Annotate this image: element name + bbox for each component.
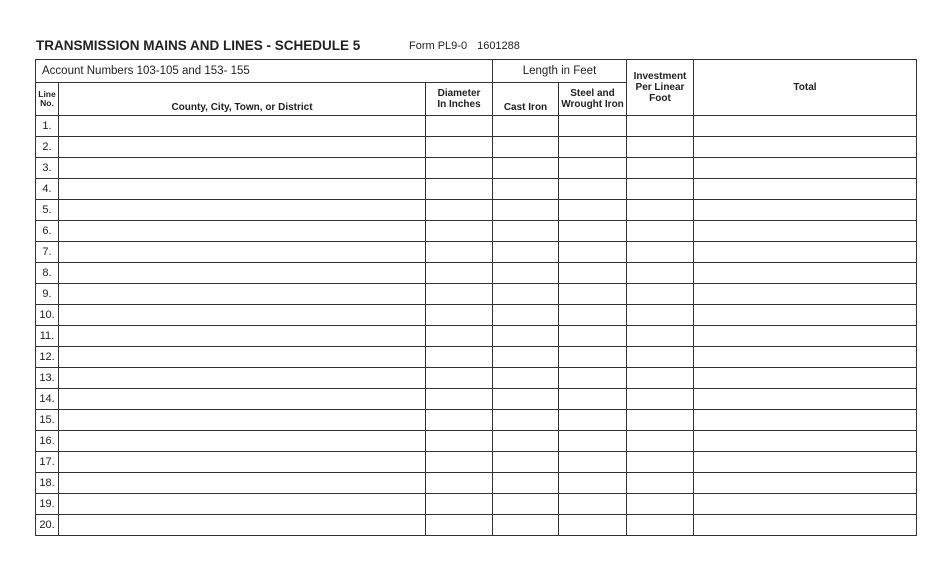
county-cell[interactable] — [59, 221, 426, 242]
diameter-cell[interactable] — [426, 221, 493, 242]
line-no-header: Line No. — [36, 83, 59, 116]
table-row — [36, 221, 917, 242]
diameter-cell[interactable] — [426, 389, 493, 410]
county-cell[interactable] — [59, 284, 426, 305]
cast-iron-cell[interactable] — [493, 284, 559, 305]
county-cell[interactable] — [59, 368, 426, 389]
table-row — [36, 494, 917, 515]
table-row — [36, 431, 917, 452]
steel-cell[interactable] — [559, 494, 627, 515]
total-cell[interactable] — [694, 494, 917, 515]
line-number: 10. — [36, 305, 59, 326]
total-header: Total — [694, 60, 917, 116]
steel-cell[interactable] — [559, 347, 627, 368]
cast-iron-cell[interactable] — [493, 305, 559, 326]
investment-cell[interactable] — [627, 284, 694, 305]
table-row — [36, 158, 917, 179]
line-number: 1. — [36, 116, 59, 137]
total-cell[interactable] — [694, 347, 917, 368]
county-cell[interactable] — [59, 242, 426, 263]
table-row — [36, 284, 917, 305]
line-number: 9. — [36, 284, 59, 305]
cast-iron-cell[interactable] — [493, 389, 559, 410]
total-cell[interactable] — [694, 410, 917, 431]
cast-iron-cell[interactable] — [493, 410, 559, 431]
line-number: 19. — [36, 494, 59, 515]
cast-iron-cell[interactable] — [493, 116, 559, 137]
line-number: 12. — [36, 347, 59, 368]
investment-cell[interactable] — [627, 347, 694, 368]
total-cell[interactable] — [694, 116, 917, 137]
line-number: 18. — [36, 473, 59, 494]
steel-cell[interactable] — [559, 305, 627, 326]
investment-cell[interactable] — [627, 368, 694, 389]
total-cell[interactable] — [694, 389, 917, 410]
county-cell[interactable] — [59, 263, 426, 284]
line-number: 17. — [36, 452, 59, 473]
total-cell[interactable] — [694, 452, 917, 473]
table-row — [36, 347, 917, 368]
county-cell[interactable] — [59, 389, 426, 410]
diameter-cell[interactable] — [426, 326, 493, 347]
investment-cell[interactable] — [627, 137, 694, 158]
cast-iron-cell[interactable] — [493, 242, 559, 263]
cast-iron-cell[interactable] — [493, 326, 559, 347]
diameter-cell[interactable] — [426, 473, 493, 494]
table-row — [36, 515, 917, 536]
investment-cell[interactable] — [627, 158, 694, 179]
diameter-cell[interactable] — [426, 200, 493, 221]
county-cell[interactable] — [59, 473, 426, 494]
county-cell[interactable] — [59, 116, 426, 137]
total-cell[interactable] — [694, 305, 917, 326]
form-label: Form PL9-0 — [409, 40, 468, 52]
account-numbers-header: Account Numbers 103-105 and 153- 155 — [36, 60, 493, 83]
investment-cell[interactable] — [627, 179, 694, 200]
form-number: 1601288 — [477, 40, 520, 52]
table-row — [36, 473, 917, 494]
investment-cell[interactable] — [627, 221, 694, 242]
investment-cell[interactable] — [627, 452, 694, 473]
cast-iron-cell[interactable] — [493, 431, 559, 452]
total-cell[interactable] — [694, 179, 917, 200]
county-cell[interactable] — [59, 179, 426, 200]
total-cell[interactable] — [694, 515, 917, 536]
line-number: 14. — [36, 389, 59, 410]
cast-iron-cell[interactable] — [493, 347, 559, 368]
table-row — [36, 410, 917, 431]
total-cell[interactable] — [694, 200, 917, 221]
diameter-cell[interactable] — [426, 431, 493, 452]
total-cell[interactable] — [694, 221, 917, 242]
total-cell[interactable] — [694, 431, 917, 452]
table-row — [36, 200, 917, 221]
line-number: 13. — [36, 368, 59, 389]
form-id — [409, 40, 530, 52]
diameter-header: Diameter In Inches — [426, 83, 493, 116]
table-row — [36, 452, 917, 473]
county-cell[interactable] — [59, 452, 426, 473]
county-cell[interactable] — [59, 431, 426, 452]
total-cell[interactable] — [694, 158, 917, 179]
investment-cell[interactable] — [627, 242, 694, 263]
diameter-cell[interactable] — [426, 158, 493, 179]
steel-cell[interactable] — [559, 263, 627, 284]
investment-header: Investment Per Linear Foot — [627, 60, 694, 116]
investment-cell[interactable] — [627, 326, 694, 347]
diameter-cell[interactable] — [426, 137, 493, 158]
investment-cell[interactable] — [627, 515, 694, 536]
total-cell[interactable] — [694, 263, 917, 284]
line-number: 11. — [36, 326, 59, 347]
steel-cell[interactable] — [559, 116, 627, 137]
investment-cell[interactable] — [627, 494, 694, 515]
steel-cell[interactable] — [559, 389, 627, 410]
table-row — [36, 179, 917, 200]
table-row — [36, 137, 917, 158]
line-number: 7. — [36, 242, 59, 263]
county-cell[interactable] — [59, 494, 426, 515]
investment-cell[interactable] — [627, 410, 694, 431]
steel-header: Steel and Wrought Iron — [559, 83, 627, 116]
table-row — [36, 305, 917, 326]
steel-cell[interactable] — [559, 284, 627, 305]
county-cell[interactable] — [59, 326, 426, 347]
cast-iron-cell[interactable] — [493, 368, 559, 389]
total-cell[interactable] — [694, 473, 917, 494]
diameter-cell[interactable] — [426, 368, 493, 389]
cast-iron-cell[interactable] — [493, 158, 559, 179]
diameter-cell[interactable] — [426, 410, 493, 431]
line-number: 2. — [36, 137, 59, 158]
steel-cell[interactable] — [559, 410, 627, 431]
line-number: 20. — [36, 515, 59, 536]
steel-cell[interactable] — [559, 158, 627, 179]
diameter-cell[interactable] — [426, 179, 493, 200]
total-cell[interactable] — [694, 137, 917, 158]
total-cell[interactable] — [694, 368, 917, 389]
cast-iron-cell[interactable] — [493, 200, 559, 221]
page-title: TRANSMISSION MAINS AND LINES - SCHEDULE 5 — [36, 38, 361, 53]
diameter-cell[interactable] — [426, 494, 493, 515]
cast-iron-cell[interactable] — [493, 452, 559, 473]
steel-cell[interactable] — [559, 200, 627, 221]
total-cell[interactable] — [694, 326, 917, 347]
diameter-cell[interactable] — [426, 515, 493, 536]
steel-cell[interactable] — [559, 326, 627, 347]
diameter-cell[interactable] — [426, 263, 493, 284]
county-cell[interactable] — [59, 347, 426, 368]
table-row — [36, 326, 917, 347]
cast-iron-cell[interactable] — [493, 179, 559, 200]
investment-cell[interactable] — [627, 305, 694, 326]
line-number: 15. — [36, 410, 59, 431]
county-cell[interactable] — [59, 137, 426, 158]
diameter-cell[interactable] — [426, 452, 493, 473]
steel-cell[interactable] — [559, 179, 627, 200]
cast-iron-cell[interactable] — [493, 473, 559, 494]
table-row — [36, 242, 917, 263]
county-header: County, City, Town, or District — [59, 83, 426, 116]
total-cell[interactable] — [694, 284, 917, 305]
diameter-cell[interactable] — [426, 284, 493, 305]
total-cell[interactable] — [694, 242, 917, 263]
line-number: 6. — [36, 221, 59, 242]
county-cell[interactable] — [59, 200, 426, 221]
steel-cell[interactable] — [559, 368, 627, 389]
table-row — [36, 389, 917, 410]
cast-iron-cell[interactable] — [493, 263, 559, 284]
investment-cell[interactable] — [627, 389, 694, 410]
length-in-feet-header: Length in Feet — [493, 60, 627, 83]
diameter-cell[interactable] — [426, 116, 493, 137]
line-number: 4. — [36, 179, 59, 200]
diameter-cell[interactable] — [426, 242, 493, 263]
cast-iron-cell[interactable] — [493, 221, 559, 242]
steel-cell[interactable] — [559, 452, 627, 473]
investment-cell[interactable] — [627, 473, 694, 494]
line-number: 8. — [36, 263, 59, 284]
investment-cell[interactable] — [627, 263, 694, 284]
cast-iron-cell[interactable] — [493, 137, 559, 158]
county-cell[interactable] — [59, 158, 426, 179]
table-row — [36, 116, 917, 137]
steel-cell[interactable] — [559, 221, 627, 242]
diameter-cell[interactable] — [426, 305, 493, 326]
investment-cell[interactable] — [627, 116, 694, 137]
table-row — [36, 263, 917, 284]
table-row — [36, 368, 917, 389]
investment-cell[interactable] — [627, 200, 694, 221]
steel-cell[interactable] — [559, 473, 627, 494]
county-cell[interactable] — [59, 305, 426, 326]
schedule-table — [35, 59, 917, 536]
line-number: 3. — [36, 158, 59, 179]
cast-iron-header: Cast Iron — [493, 83, 559, 116]
diameter-cell[interactable] — [426, 347, 493, 368]
line-number: 5. — [36, 200, 59, 221]
cast-iron-cell[interactable] — [493, 494, 559, 515]
steel-cell[interactable] — [559, 137, 627, 158]
investment-cell[interactable] — [627, 431, 694, 452]
county-cell[interactable] — [59, 410, 426, 431]
steel-cell[interactable] — [559, 515, 627, 536]
steel-cell[interactable] — [559, 431, 627, 452]
steel-cell[interactable] — [559, 242, 627, 263]
line-number: 16. — [36, 431, 59, 452]
cast-iron-cell[interactable] — [493, 515, 559, 536]
county-cell[interactable] — [59, 515, 426, 536]
